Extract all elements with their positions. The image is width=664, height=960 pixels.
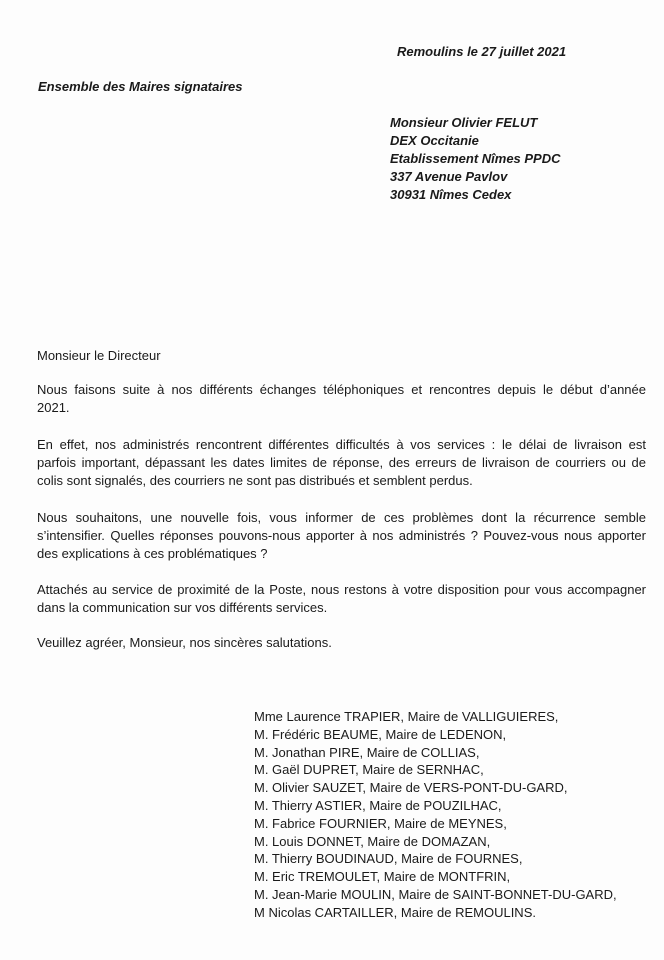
signatory: M. Olivier SAUZET, Maire de VERS-PONT-DU-GARD,: [254, 780, 568, 796]
signatory: M. Louis DONNET, Maire de DOMAZAN,: [254, 833, 491, 849]
date-line: Remoulins le 27 juillet 2021: [397, 44, 567, 59]
recipient-address: [390, 114, 561, 204]
signatory: M. Eric TREMOULET, Maire de MONTFRIN,: [254, 869, 511, 885]
recipient-line: 30931 Nîmes Cedex: [390, 187, 512, 202]
salutation: Monsieur le Directeur: [37, 348, 161, 363]
signatory: M. Thierry ASTIER, Maire de POUZILHAC,: [254, 797, 502, 813]
sender: Ensemble des Maires signataires: [38, 79, 243, 94]
recipient-line: DEX Occitanie: [390, 133, 479, 148]
signatory: M Nicolas CARTAILLER, Maire de REMOULINS.: [254, 904, 536, 920]
signatory: M. Gaël DUPRET, Maire de SERNHAC,: [254, 762, 484, 778]
signatory: M. Thierry BOUDINAUD, Maire de FOURNES,: [254, 851, 523, 867]
paragraph-2: En effet, nos administrés rencontrent différentes difficultés à vos services : le délai de livraison est parfois important, dépassant les dates limites de réponse, des erreurs de livraison de courriers ou de colis sont signalés, des courriers ne sont pas distribués et semblent perdus.: [37, 437, 646, 488]
signatory: Mme Laurence TRAPIER, Maire de VALLIGUIERES,: [254, 709, 559, 724]
signatory: M. Frédéric BEAUME, Maire de LEDENON,: [254, 726, 507, 742]
paragraph-1: Nous faisons suite à nos différents échanges téléphoniques et rencontres depuis le début d’année 2021.: [37, 382, 646, 415]
signatory: M. Jonathan PIRE, Maire de COLLIAS,: [254, 744, 480, 760]
recipient-line: Etablissement Nîmes PPDC: [390, 151, 561, 166]
paragraph-3: Nous souhaitons, une nouvelle fois, vous informer de ces problèmes dont la récurrence semble s’intensifier. Quelles réponses pouvons-nous apporter à nos administrés ? Pouvez-vous nous apporter des explications à ces problématiques ?: [37, 510, 646, 561]
signatory: M. Jean-Marie MOULIN, Maire de SAINT-BONNET-DU-GARD,: [254, 886, 617, 902]
signatories-list: [254, 708, 617, 922]
signatory: M. Fabrice FOURNIER, Maire de MEYNES,: [254, 815, 507, 831]
recipient-line: Monsieur Olivier FELUT: [390, 115, 538, 130]
recipient-line: 337 Avenue Pavlov: [390, 169, 508, 184]
paragraph-4: Attachés au service de proximité de la Poste, nous restons à votre disposition pour vous accompagner dans la communication sur vos différents services.: [37, 582, 646, 615]
closing: Veuillez agréer, Monsieur, nos sincères salutations.: [37, 635, 332, 650]
